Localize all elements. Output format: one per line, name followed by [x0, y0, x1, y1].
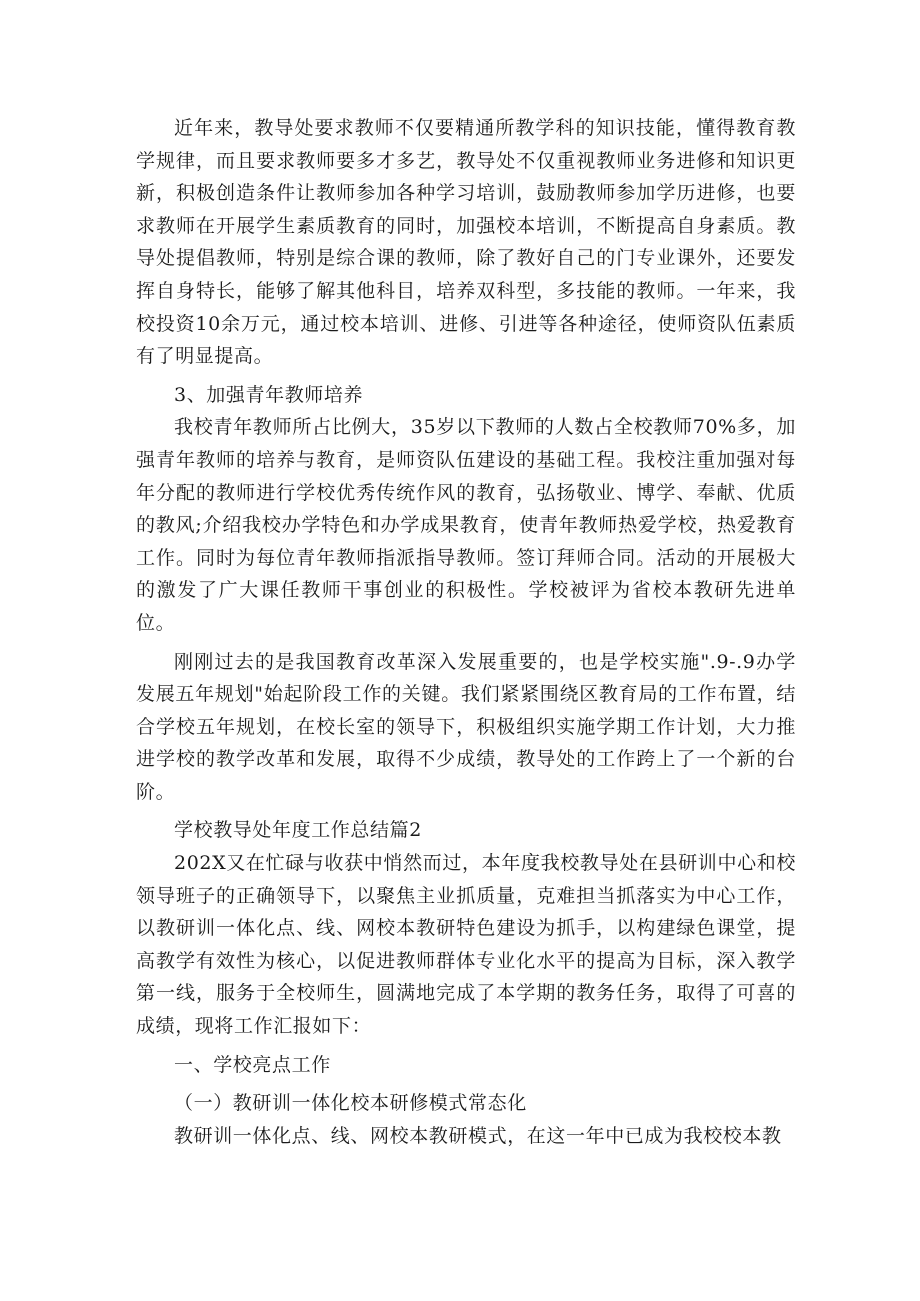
heading-research-training-model: （一）教研训一体化校本研修模式常态化 [174, 1092, 527, 1115]
document-body [136, 112, 796, 1152]
heading-young-teacher-training: 3、加强青年教师培养 [174, 383, 364, 406]
paragraph-research-model: 教研训一体化点、线、网校本教研模式，在这一年中已成为我校校本教 [174, 1124, 782, 1147]
paragraph-annual-summary: 202X又在忙碌与收获中悄然而过，本年度我校教导处在县研训中心和校领导班子的正确领导下，以聚焦主业抓质量，克难担当抓落实为中心工作，以教研训一体化点、线、网校本教研特色建设为抓手，以构建绿色课堂，提高教学有效性为核心，以促进教师群体专业化水平的提高为目标，深入教学第一线，服务于全校师生，圆满地完成了本学期的教务任务，取得了可喜的成绩，现将工作汇报如下： [136, 852, 796, 1038]
paragraph-young-teachers: 我校青年教师所占比例大，35岁以下教师的人数占全校教师70%多，加强青年教师的培养与教育，是师资队伍建设的基础工程。我校注重加强对每年分配的教师进行学校优秀传统作风的教育，弘扬敬业、博学、奉献、优质的教风;介绍我校办学特色和办学成果教育，使青年教师热爱学校，热爱教育工作。同时为每位青年教师指派指导教师。签订拜师合同。活动的开展极大的激发了广大课任教师干事创业的积极性。学校被评为省校本教研先进单位。 [136, 416, 796, 634]
heading-school-highlights: 一、学校亮点工作 [174, 1053, 331, 1076]
section-title-part-2: 学校教导处年度工作总结篇2 [174, 819, 422, 842]
paragraph-teacher-development: 近年来，教导处要求教师不仅要精通所教学科的知识技能，懂得教育教学规律，而且要求教师要多才多艺，教导处不仅重视教师业务进修和知识更新，积极创造条件让教师参加各种学习培训，鼓励教师参加学历进修，也要求教师在开展学生素质教育的同时，加强校本培训，不断提高自身素质。教导处提倡教师，特别是综合课的教师，除了教好自己的门专业课外，还要发挥自身特长，能够了解其他科目，培养双科型，多技能的教师。一年来，我校投资10余万元，通过校本培训、进修、引进等各种途径，使师资队伍素质有了明显提高。 [136, 117, 796, 368]
paragraph-education-reform: 刚刚过去的是我国教育改革深入发展重要的，也是学校实施".9-.9办学发展五年规划"始起阶段工作的关键。我们紧紧围绕区教育局的工作布置，结合学校五年规划，在校长室的领导下，积极组织实施学期工作计划，大力推进学校的教学改革和发展，取得不少成绩，教导处的工作跨上了一个新的台阶。 [136, 650, 796, 803]
